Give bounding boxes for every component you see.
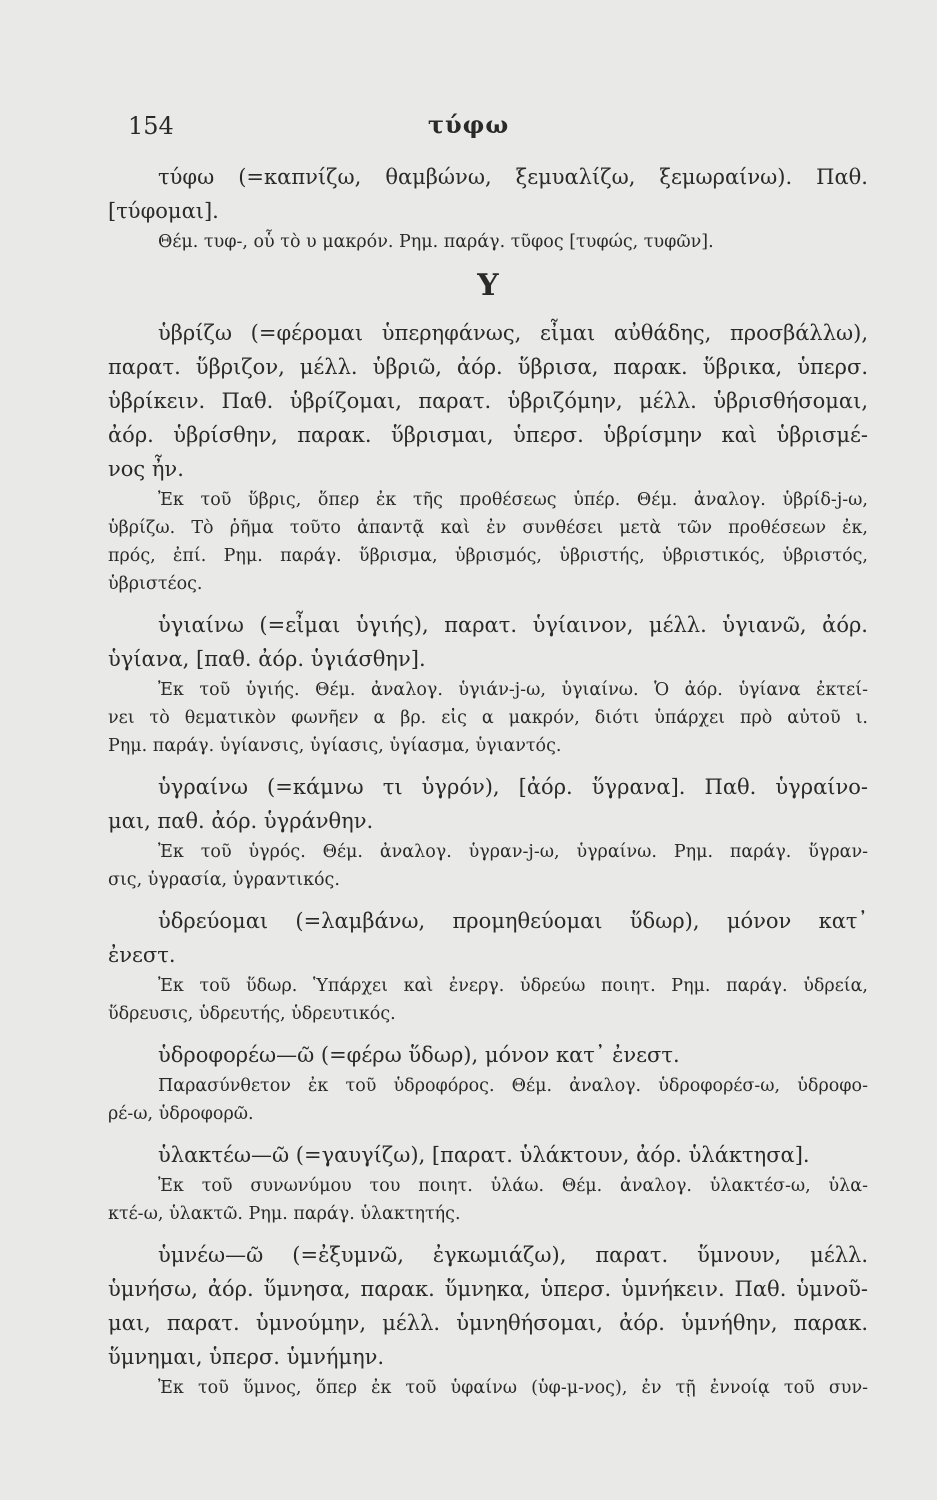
entry-line: ὑδρεύομαι (=λαμβάνω, προμηθεύομαι ὕδωρ), μόνον κατ᾽ [158,909,868,933]
etymology-note: Ἐκ τοῦ ὕδωρ. Ὑπάρχει καὶ ἐνεργ. ὑδρεύω ποιητ. Ρημ. παράγ. ὑδρεία, [158,976,868,996]
letter-heading: Υ [477,268,499,303]
entry-line: ὑγίανα, [παθ. ἀόρ. ὑγιάσθην]. [108,647,426,671]
etymology-note: Ἐκ τοῦ ὑγιής. Θέμ. ἀναλογ. ὑγιάν-j-ω, ὑγιαίνω. Ὁ ἀόρ. ὑγίανα ἐκτεί- [158,680,868,700]
entry-line: ὕμνημαι, ὑπερσ. ὑμνήμην. [108,1345,385,1369]
header-word: τύφω [427,110,510,139]
page-content [108,160,868,1402]
etymology-note: Θέμ. τυφ-, οὗ τὸ υ μακρόν. Ρημ. παράγ. τῦφος [τυφώς, τυφῶν]. [158,232,714,252]
entry-line: ὑμνέω—ῶ (=ἐξυμνῶ, ἐγκωμιάζω), παρατ. ὕμνουν, μέλλ. [158,1243,868,1267]
entry-line: ἀόρ. ὑβρίσθην, παρακ. ὕβρισμαι, ὑπερσ. ὑβρίσμην καὶ ὑβρισμέ- [108,423,868,447]
entry-tufo [108,160,868,256]
entry-line: ὑμνήσω, ἀόρ. ὕμνησα, παρακ. ὕμνηκα, ὑπερσ. ὑμνήκειν. Παθ. ὑμνοῦ- [108,1277,868,1301]
entry-hylakteo [108,1138,868,1228]
entry-line: ὑβρίκειν. Παθ. ὑβρίζομαι, παρατ. ὑβριζόμην, μέλλ. ὑβρισθήσομαι, [108,389,868,413]
etymology-note: κτέ-ω, ὑλακτῶ. Ρημ. παράγ. ὑλακτητής. [108,1204,461,1224]
etymology-note: Ἐκ τοῦ ὕμνος, ὅπερ ἐκ τοῦ ὑφαίνω (ὑφ-μ-νος), ἐν τῇ ἐννοίᾳ τοῦ συν- [158,1378,868,1398]
entry-line: παρατ. ὕβριζον, μέλλ. ὑβριῶ, ἀόρ. ὕβρισα, παρακ. ὕβρικα, ὑπερσ. [108,355,868,379]
etymology-note: Παρασύνθετον ἐκ τοῦ ὑδροφόρος. Θέμ. ἀναλογ. ὑδροφορέσ-ω, ὑδροφο- [158,1076,868,1096]
etymology-note: Ἐκ τοῦ ὕβρις, ὅπερ ἐκ τῆς προθέσεως ὑπέρ. Θέμ. ἀναλογ. ὑβρίδ-j-ω, [158,490,868,510]
etymology-note: ὑβριστέος. [108,574,203,594]
entry-line: ὑλακτέω—ῶ (=γαυγίζω), [παρατ. ὑλάκτουν, ἀόρ. ὑλάκτησα]. [158,1143,810,1167]
etymology-note: Ἐκ τοῦ συνωνύμου του ποιητ. ὑλάω. Θέμ. ἀναλογ. ὑλακτέσ-ω, ὑλα- [158,1176,868,1196]
etymology-note: Ἐκ τοῦ ὑγρός. Θέμ. ἀναλογ. ὑγραν-j-ω, ὑγραίνω. Ρημ. παράγ. ὕγραν- [158,842,868,862]
entry-hybrizo [108,316,868,598]
entry-line: [τύφομαι]. [108,199,219,223]
entry-hydreuomai [108,904,868,1028]
etymology-note: Ρημ. παράγ. ὑγίανσις, ὑγίασις, ὑγίασμα, ὑγιαντός. [108,736,562,756]
etymology-note: πρός, ἐπί. Ρημ. παράγ. ὕβρισμα, ὑβρισμός, ὑβριστής, ὑβριστικός, ὑβριστός, [108,546,868,566]
entry-line: τύφω (=καπνίζω, θαμβώνω, ξεμυαλίζω, ξεμωραίνω). Παθ. [158,165,868,189]
entry-line: μαι, παρατ. ὑμνούμην, μέλλ. ὑμνηθήσομαι, ἀόρ. ὑμνήθην, παρακ. [108,1311,868,1335]
entry-line: ὑγιαίνω (=εἶμαι ὑγιής), παρατ. ὑγίαινον, μέλλ. ὑγιανῶ, ἀόρ. [158,613,868,637]
etymology-note: νει τὸ θεματικὸν φωνῆεν α βρ. εἰς α μακρόν, διότι ὑπάρχει πρὸ αὐτοῦ ι. [108,708,868,728]
entry-line: ὑβρίζω (=φέρομαι ὑπερηφάνως, εἶμαι αὐθάδης, προσβάλλω), [158,321,868,345]
entry-hygiaino [108,608,868,760]
etymology-note: ρέ-ω, ὑδροφορῶ. [108,1104,254,1124]
running-head [0,108,937,148]
entry-line: ὑγραίνω (=κάμνω τι ὑγρόν), [ἀόρ. ὕγρανα]. Παθ. ὑγραίνο- [158,775,868,799]
entry-line: μαι, παθ. ἀόρ. ὑγράνθην. [108,809,374,833]
entry-hydrophoreo [108,1038,868,1128]
page-number: 154 [128,112,174,140]
etymology-note: ὑβρίζω. Τὸ ῥῆμα τοῦτο ἀπαντᾷ καὶ ἐν συνθέσει μετὰ τῶν προθέσεων ἐκ, [108,518,868,538]
etymology-note: σις, ὑγρασία, ὑγραντικός. [108,870,340,890]
entry-line: ὑδροφορέω—ῶ (=φέρω ὕδωρ), μόνον κατ᾽ ἐνεστ. [158,1043,680,1067]
entry-hymneo [108,1238,868,1402]
entry-hygraino [108,770,868,894]
etymology-note: ὕδρευσις, ὑδρευτής, ὑδρευτικός. [108,1004,396,1024]
entry-line: ἐνεστ. [108,943,176,967]
entry-line: νος ἦν. [108,457,184,481]
